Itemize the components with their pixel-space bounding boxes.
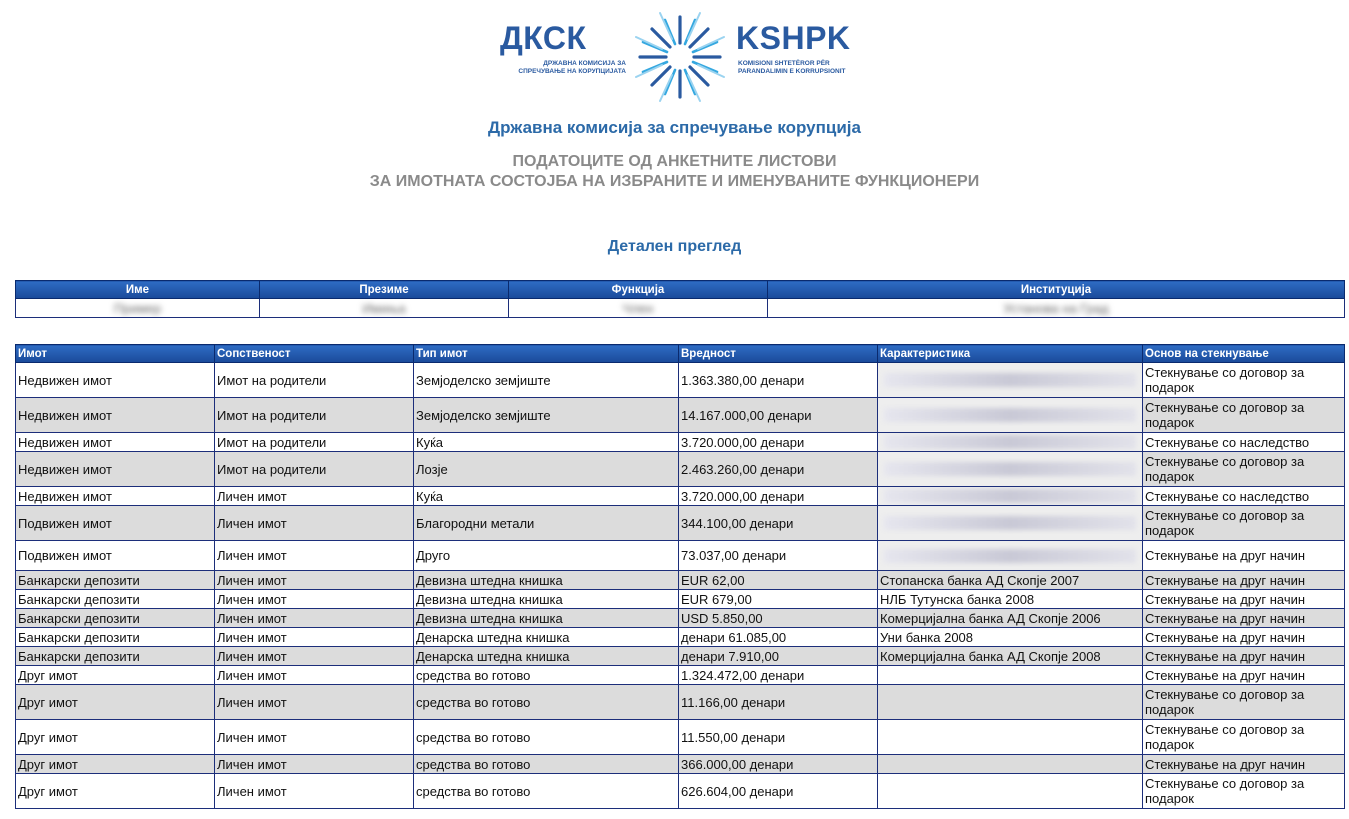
characteristic-cell	[878, 685, 1143, 720]
asset-cell: Друг имот	[16, 666, 215, 685]
value-cell: EUR 679,00	[679, 590, 878, 609]
ownership-cell: Личен имот	[215, 541, 414, 571]
value-cell: 11.550,00 денари	[679, 720, 878, 755]
asset-type-cell: средства во готово	[414, 774, 679, 809]
asset-cell: Недвижен имот	[16, 433, 215, 452]
table-row	[16, 685, 1345, 720]
value-cell: 344.100,00 денари	[679, 506, 878, 541]
ownership-cell: Личен имот	[215, 685, 414, 720]
table-row	[16, 571, 1345, 590]
value-cell: денари 7.910,00	[679, 647, 878, 666]
ownership-cell: Личен имот	[215, 571, 414, 590]
person-name: Пример	[16, 299, 260, 318]
asset-cell: Банкарски депозити	[16, 647, 215, 666]
acquisition-cell: Стекнување со наследство	[1143, 487, 1345, 506]
asset-type-cell: Денарска штедна книшка	[414, 647, 679, 666]
acquisition-cell: Стекнување со договор за подарок	[1143, 506, 1345, 541]
person-institution: Установа на Град	[768, 299, 1345, 318]
table-row	[16, 720, 1345, 755]
value-cell: 626.604,00 денари	[679, 774, 878, 809]
asset-type-cell: Земјоделско земјиште	[414, 398, 679, 433]
characteristic-cell: Уни банка 2008	[878, 628, 1143, 647]
ownership-cell: Личен имот	[215, 666, 414, 685]
asset-cell: Банкарски депозити	[16, 609, 215, 628]
ownership-cell: Личен имот	[215, 590, 414, 609]
characteristic-cell	[878, 363, 1143, 398]
acquisition-cell: Стекнување со наследство	[1143, 433, 1345, 452]
asset-cell: Друг имот	[16, 755, 215, 774]
redacted-characteristic	[884, 462, 1136, 476]
person-table	[15, 280, 1345, 318]
column-header-acquisition: Основ на стекнување	[1143, 345, 1345, 363]
asset-type-cell: средства во готово	[414, 685, 679, 720]
acquisition-cell: Стекнување со договор за подарок	[1143, 720, 1345, 755]
characteristic-cell	[878, 398, 1143, 433]
table-row	[16, 755, 1345, 774]
asset-cell: Подвижен имот	[16, 541, 215, 571]
column-header-value: Вредност	[679, 345, 878, 363]
table-row	[16, 487, 1345, 506]
characteristic-cell	[878, 774, 1143, 809]
acquisition-cell: Стекнување на друг начин	[1143, 628, 1345, 647]
ownership-cell: Имот на родители	[215, 433, 414, 452]
acquisition-cell: Стекнување на друг начин	[1143, 666, 1345, 685]
asset-type-cell: Девизна штедна книшка	[414, 609, 679, 628]
column-header-characteristic: Карактеристика	[878, 345, 1143, 363]
asset-cell: Недвижен имот	[16, 363, 215, 398]
logo-right-text: KSHPK	[736, 20, 851, 56]
acquisition-cell: Стекнување на друг начин	[1143, 571, 1345, 590]
column-header-name: Име	[16, 281, 260, 299]
asset-cell: Друг имот	[16, 685, 215, 720]
acquisition-cell: Стекнување со договор за подарок	[1143, 685, 1345, 720]
table-row	[16, 609, 1345, 628]
table-row	[16, 590, 1345, 609]
sunburst-icon	[628, 6, 732, 108]
characteristic-cell	[878, 452, 1143, 487]
table-row	[16, 647, 1345, 666]
asset-type-cell: Девизна штедна книшка	[414, 590, 679, 609]
logo-left-text: ДКСК	[500, 20, 587, 56]
person-function: Член	[509, 299, 768, 318]
asset-type-cell: Благородни метали	[414, 506, 679, 541]
characteristic-cell: Комерцијална банка АД Скопје 2006	[878, 609, 1143, 628]
value-cell: EUR 62,00	[679, 571, 878, 590]
value-cell: 366.000,00 денари	[679, 755, 878, 774]
asset-cell: Банкарски депозити	[16, 590, 215, 609]
redacted-characteristic	[884, 408, 1136, 422]
column-header-ownership: Сопственост	[215, 345, 414, 363]
ownership-cell: Личен имот	[215, 609, 414, 628]
acquisition-cell: Стекнување со договор за подарок	[1143, 452, 1345, 487]
characteristic-cell	[878, 755, 1143, 774]
table-row	[16, 363, 1345, 398]
person-surname: Имиња	[260, 299, 509, 318]
value-cell: 73.037,00 денари	[679, 541, 878, 571]
asset-cell: Друг имот	[16, 720, 215, 755]
asset-type-cell: Куќа	[414, 487, 679, 506]
column-header-function: Функција	[509, 281, 768, 299]
ownership-cell: Имот на родители	[215, 363, 414, 398]
assets-body	[16, 363, 1345, 809]
asset-type-cell: Земјоделско земјиште	[414, 363, 679, 398]
acquisition-cell: Стекнување на друг начин	[1143, 755, 1345, 774]
characteristic-cell: Комерцијална банка АД Скопје 2008	[878, 647, 1143, 666]
ownership-cell: Личен имот	[215, 628, 414, 647]
ownership-cell: Личен имот	[215, 755, 414, 774]
value-cell: денари 61.085,00	[679, 628, 878, 647]
column-header-asset-type: Тип имот	[414, 345, 679, 363]
dksk-logo	[498, 6, 862, 108]
acquisition-cell: Стекнување на друг начин	[1143, 609, 1345, 628]
value-cell: 1.363.380,00 денари	[679, 363, 878, 398]
acquisition-cell: Стекнување со договор за подарок	[1143, 363, 1345, 398]
characteristic-cell	[878, 506, 1143, 541]
value-cell: 14.167.000,00 денари	[679, 398, 878, 433]
value-cell: 1.324.472,00 денари	[679, 666, 878, 685]
page-title: Државна комисија за спречување корупција	[488, 118, 861, 137]
asset-cell: Банкарски депозити	[16, 628, 215, 647]
table-row	[16, 433, 1345, 452]
subtitle-line-1: ПОДАТОЦИТЕ ОД АНКЕТНИТЕ ЛИСТОВИ	[512, 153, 837, 170]
asset-type-cell: средства во готово	[414, 755, 679, 774]
asset-cell: Друг имот	[16, 774, 215, 809]
column-header-surname: Презиме	[260, 281, 509, 299]
logo-left-subtitle: ДРЖАВНА КОМИСИЈА ЗА СПРЕЧУВАЊЕ НА КОРУПЦИЈАТА	[518, 60, 626, 75]
asset-type-cell: средства во готово	[414, 666, 679, 685]
characteristic-cell	[878, 541, 1143, 571]
table-row	[16, 541, 1345, 571]
asset-cell: Недвижен имот	[16, 398, 215, 433]
ownership-cell: Имот на родители	[215, 398, 414, 433]
ownership-cell: Личен имот	[215, 720, 414, 755]
redacted-characteristic	[884, 549, 1136, 563]
characteristic-cell	[878, 720, 1143, 755]
value-cell: USD 5.850,00	[679, 609, 878, 628]
assets-header-row	[16, 345, 1345, 363]
person-row	[16, 299, 1345, 318]
characteristic-cell	[878, 666, 1143, 685]
table-row	[16, 628, 1345, 647]
acquisition-cell: Стекнување на друг начин	[1143, 647, 1345, 666]
redacted-characteristic	[884, 516, 1136, 530]
ownership-cell: Личен имот	[215, 487, 414, 506]
characteristic-cell: Стопанска банка АД Скопје 2007	[878, 571, 1143, 590]
asset-cell: Недвижен имот	[16, 452, 215, 487]
redacted-characteristic	[884, 373, 1136, 387]
asset-cell: Подвижен имот	[16, 506, 215, 541]
asset-type-cell: Денарска штедна книшка	[414, 628, 679, 647]
page-subtitle	[0, 152, 1349, 192]
value-cell: 11.166,00 денари	[679, 685, 878, 720]
asset-cell: Недвижен имот	[16, 487, 215, 506]
value-cell: 3.720.000,00 денари	[679, 487, 878, 506]
acquisition-cell: Стекнување со договор за подарок	[1143, 774, 1345, 809]
acquisition-cell: Стекнување со договор за подарок	[1143, 398, 1345, 433]
person-header-row	[16, 281, 1345, 299]
characteristic-cell	[878, 433, 1143, 452]
asset-cell: Банкарски депозити	[16, 571, 215, 590]
table-row	[16, 666, 1345, 685]
assets-table	[15, 344, 1345, 809]
table-row	[16, 774, 1345, 809]
characteristic-cell: НЛБ Тутунска банка 2008	[878, 590, 1143, 609]
acquisition-cell: Стекнување на друг начин	[1143, 541, 1345, 571]
logo-right-subtitle: KOMISIONI SHTETËROR PËR PARANDALIMIN E KORRUPSIONIT	[738, 60, 846, 75]
value-cell: 2.463.260,00 денари	[679, 452, 878, 487]
redacted-characteristic	[884, 435, 1136, 449]
asset-type-cell: Девизна штедна книшка	[414, 571, 679, 590]
table-row	[16, 452, 1345, 487]
column-header-institution: Институција	[768, 281, 1345, 299]
table-row	[16, 506, 1345, 541]
value-cell: 3.720.000,00 денари	[679, 433, 878, 452]
section-title: Детален преглед	[607, 238, 742, 255]
ownership-cell: Личен имот	[215, 774, 414, 809]
table-row	[16, 398, 1345, 433]
ownership-cell: Личен имот	[215, 647, 414, 666]
ownership-cell: Имот на родители	[215, 452, 414, 487]
column-header-asset: Имот	[16, 345, 215, 363]
acquisition-cell: Стекнување на друг начин	[1143, 590, 1345, 609]
asset-type-cell: Куќа	[414, 433, 679, 452]
asset-type-cell: Лозје	[414, 452, 679, 487]
asset-type-cell: средства во готово	[414, 720, 679, 755]
ownership-cell: Личен имот	[215, 506, 414, 541]
asset-type-cell: Друго	[414, 541, 679, 571]
characteristic-cell	[878, 487, 1143, 506]
subtitle-line-2: ЗА ИМОТНАТА СОСТОЈБА НА ИЗБРАНИТЕ И ИМЕНУВАНИТЕ ФУНКЦИОНЕРИ	[369, 173, 980, 190]
redacted-characteristic	[884, 489, 1136, 503]
